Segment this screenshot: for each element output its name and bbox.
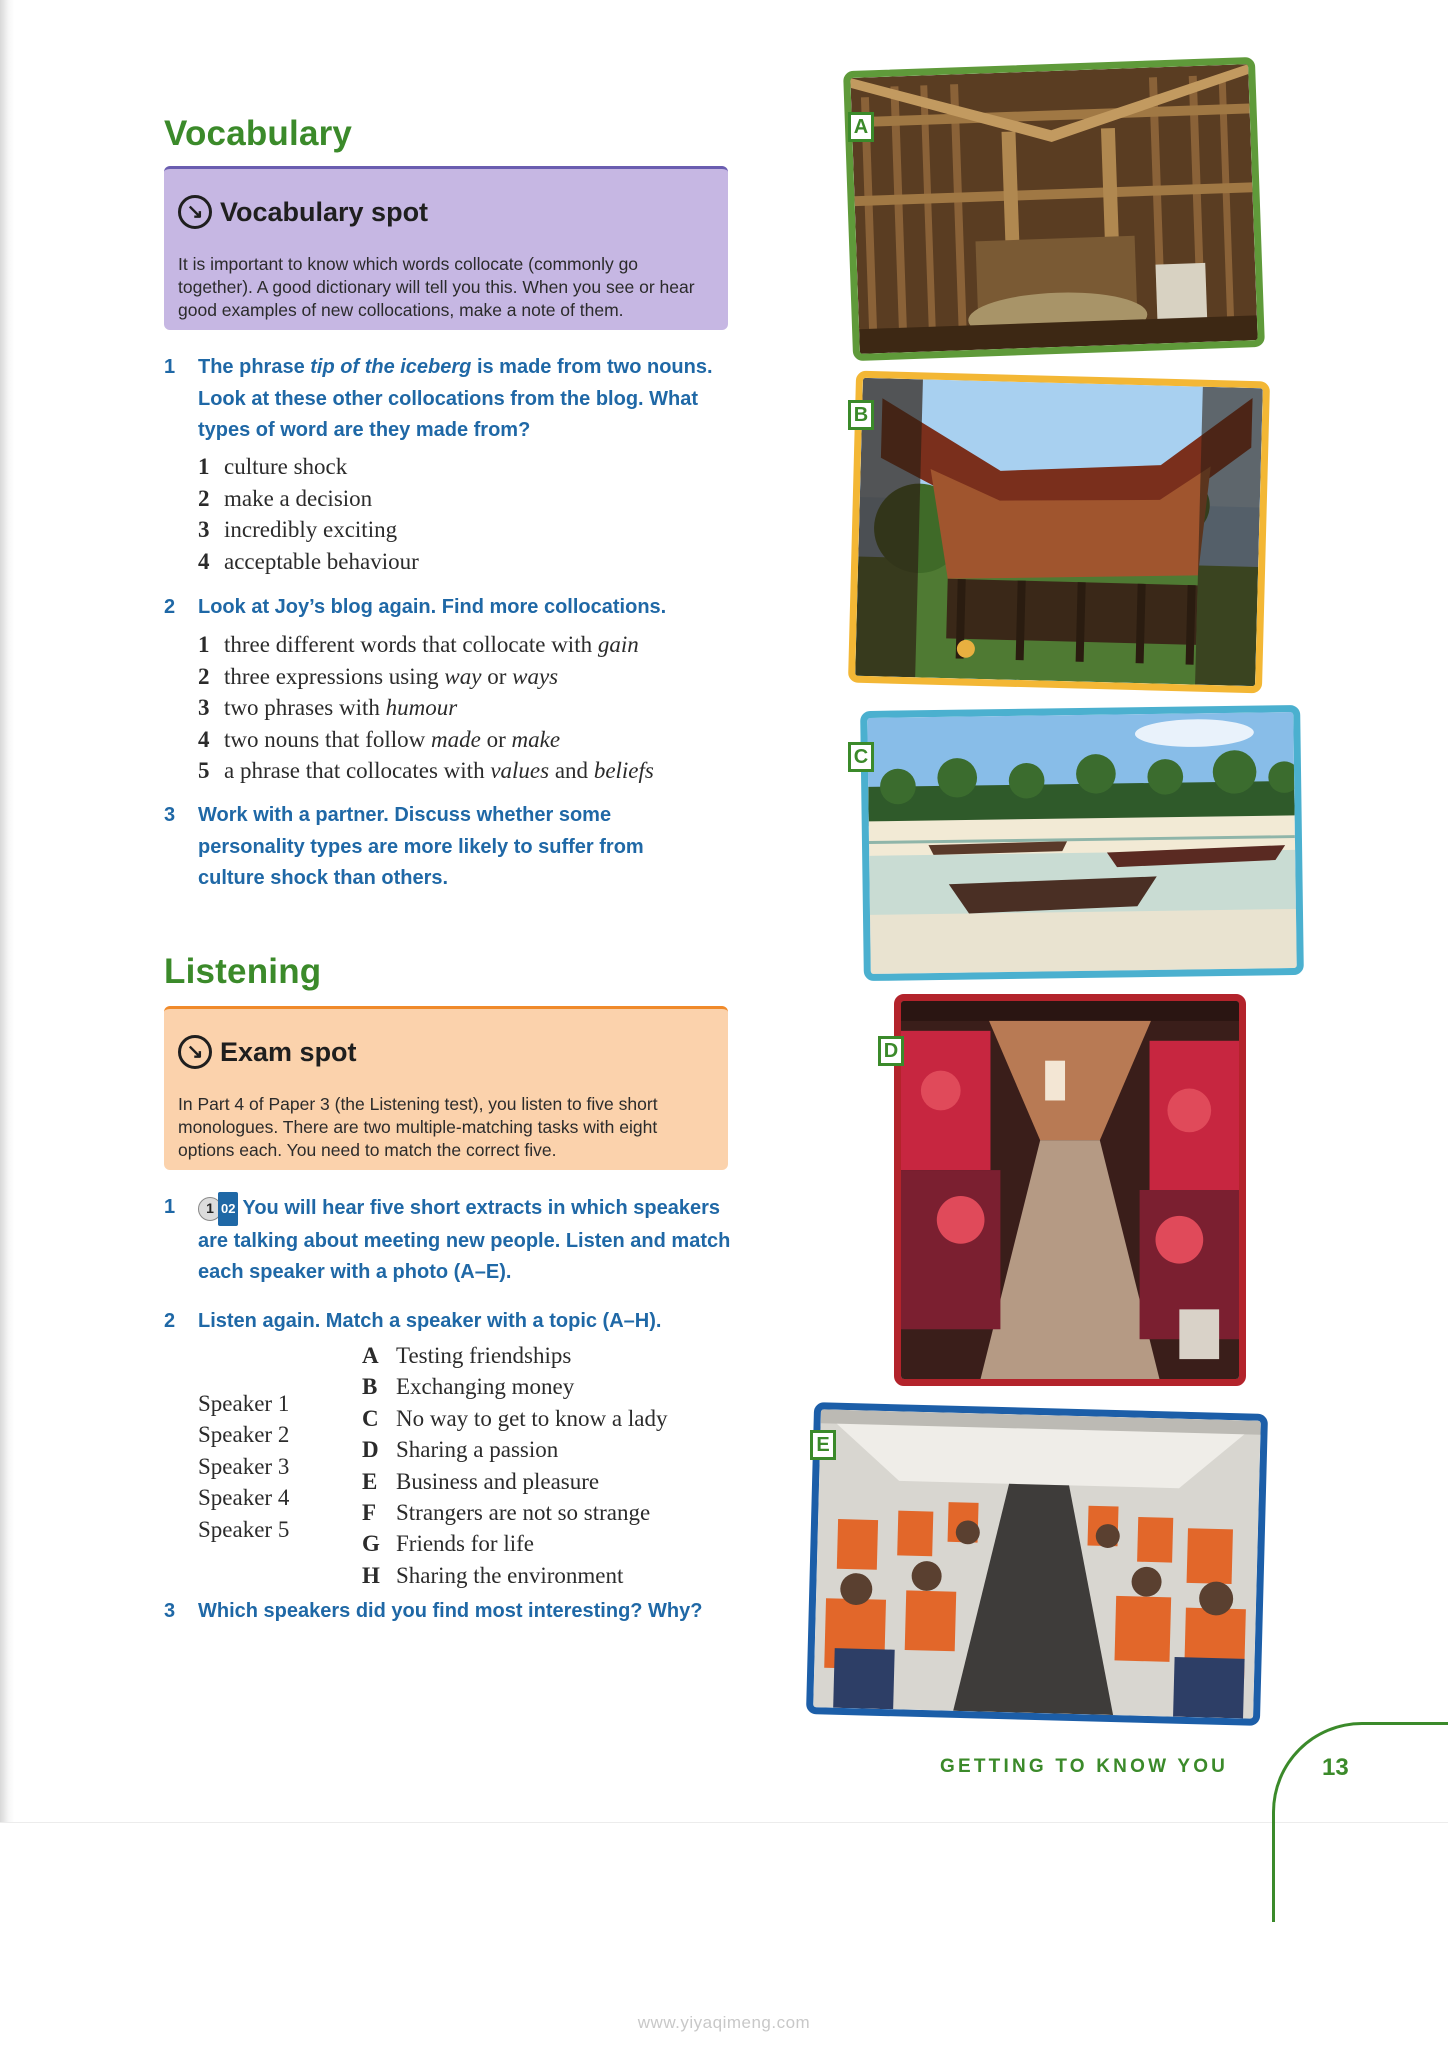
question-number: 1 <box>164 356 176 378</box>
list-item <box>198 629 654 661</box>
topic-letter: H <box>362 1562 380 1588</box>
listening-question-1 <box>164 1192 744 1289</box>
item-text-italic: made <box>431 726 481 752</box>
photo-d-image <box>901 1001 1239 1379</box>
list-item <box>198 661 654 693</box>
item-text <box>224 661 558 693</box>
arrow-down-right-icon: ↘ <box>178 195 212 229</box>
topic-text: Friends for life <box>396 1531 534 1557</box>
item-text-part: three different words that collocate with <box>224 632 598 657</box>
audio-track-icon[interactable] <box>198 1192 238 1226</box>
item-number: 4 <box>198 548 210 574</box>
list-item <box>198 724 654 756</box>
topic-item <box>362 1560 667 1591</box>
photo-d-market <box>894 994 1246 1386</box>
topic-letter: B <box>362 1374 378 1400</box>
exam-spot-box <box>164 1006 728 1170</box>
question-text <box>198 352 744 447</box>
vocabulary-spot-box <box>164 166 728 330</box>
topic-item <box>362 1403 667 1434</box>
question-text-part: is made from two nouns. Look at these other collocations from the blog. What types of word are they made from? <box>198 356 713 441</box>
item-text-italic: beliefs <box>593 758 654 784</box>
item-text: make a decision <box>224 485 373 511</box>
listening-question-2 <box>164 1306 744 1338</box>
topic-item <box>362 1497 667 1528</box>
question-number: 2 <box>164 596 176 618</box>
item-number: 1 <box>198 632 210 657</box>
item-number: 2 <box>198 485 210 511</box>
list-item <box>198 692 654 724</box>
topic-list <box>362 1340 667 1591</box>
topic-item <box>362 1434 667 1465</box>
photo-label-b: B <box>848 400 874 430</box>
topic-text: Business and pleasure <box>396 1468 600 1494</box>
question-number: 3 <box>164 804 176 826</box>
list-item <box>198 483 419 515</box>
item-text <box>224 692 457 724</box>
topic-letter: E <box>362 1468 378 1494</box>
speaker-item: Speaker 2 <box>198 1422 290 1448</box>
unit-title: GETTING TO KNOW YOU <box>940 1756 1229 1777</box>
item-number: 4 <box>198 726 210 752</box>
arrow-down-right-icon: ↘ <box>178 1035 212 1069</box>
list-item <box>198 451 419 483</box>
item-text-part: a phrase that collocates with <box>224 758 491 784</box>
item-text-italic: way <box>444 663 482 689</box>
topic-text: Sharing the environment <box>396 1562 624 1588</box>
vocab-question-3 <box>164 800 744 895</box>
listening-question-3 <box>164 1596 744 1628</box>
question-text-part: You will hear five short extracts in which speakers are talking about meeting new people. Listen and match each speaker with a photo (A–E). <box>198 1197 731 1283</box>
page-number-arc <box>1272 1722 1448 1922</box>
vocabulary-spot-header <box>178 195 428 229</box>
exam-spot-title: Exam spot <box>220 1036 357 1067</box>
question-number: 1 <box>164 1196 176 1218</box>
list-item <box>198 755 654 787</box>
speaker-item: Speaker 3 <box>198 1453 290 1479</box>
item-text: acceptable behaviour <box>224 548 419 574</box>
vocab-question-2 <box>164 592 744 624</box>
item-number: 3 <box>198 517 210 543</box>
photo-c-beach-boats <box>860 705 1304 981</box>
vocabulary-spot-text: It is important to know which words collocate (commonly go together). A good dictionary will tell you this. When you see or hear good examples of new collocations, make a note of them. <box>178 254 695 320</box>
page-edge-shadow <box>0 0 14 1822</box>
topic-item <box>362 1466 667 1497</box>
topic-item <box>362 1371 667 1402</box>
item-text-part: two phrases with <box>224 695 386 721</box>
question-text-part: The phrase <box>198 356 311 378</box>
question-number: 2 <box>164 1310 176 1332</box>
speaker-list <box>198 1388 289 1545</box>
item-text-italic: ways <box>512 663 559 689</box>
item-text <box>224 755 654 787</box>
speaker-item: Speaker 5 <box>198 1516 290 1542</box>
photo-label-d: D <box>878 1036 904 1066</box>
topic-item <box>362 1528 667 1559</box>
question-number: 3 <box>164 1600 176 1622</box>
item-text-part: or <box>480 726 512 752</box>
topic-letter: D <box>362 1437 379 1463</box>
photo-b-image <box>855 378 1263 686</box>
listening-heading: Listening <box>164 952 322 991</box>
topic-text: Exchanging money <box>396 1374 575 1400</box>
item-text-part: two nouns that follow <box>224 726 431 752</box>
photo-c-image <box>867 712 1297 974</box>
topic-text: No way to get to know a lady <box>396 1405 668 1431</box>
vocabulary-spot-title: Vocabulary spot <box>220 196 429 227</box>
item-number: 1 <box>198 454 210 479</box>
photo-label-c: C <box>848 742 874 772</box>
question-text: Work with a partner. Discuss whether some personality types are more likely to suffer from culture shock than others. <box>198 804 644 889</box>
item-text-part: three expressions using <box>224 663 445 689</box>
topic-text: Strangers are not so strange <box>396 1500 651 1526</box>
question-text: Which speakers did you find most interesting? Why? <box>198 1600 703 1622</box>
item-text: incredibly exciting <box>224 517 398 543</box>
photo-a-barn <box>843 57 1265 361</box>
exam-spot-header <box>178 1035 357 1069</box>
topic-letter: F <box>362 1500 377 1526</box>
topic-text: Testing friendships <box>396 1343 572 1368</box>
page-number: 13 <box>1322 1754 1349 1781</box>
topic-text: Sharing a passion <box>396 1437 559 1463</box>
photo-e-airplane-cabin <box>806 1402 1268 1726</box>
item-number: 3 <box>198 695 210 721</box>
question-text: Look at Joy’s blog again. Find more collocations. <box>198 596 667 618</box>
question-text: Listen again. Match a speaker with a topic (A–H). <box>198 1310 662 1332</box>
watermark: www.yiyaqimeng.com <box>637 2013 811 2032</box>
vocab-q1-list <box>198 451 419 577</box>
track-number: 02 <box>218 1192 238 1226</box>
item-text-italic: values <box>490 758 550 784</box>
page-bottom-edge <box>0 1822 1448 1823</box>
item-number: 5 <box>198 758 210 784</box>
photo-e-image <box>813 1409 1261 1718</box>
item-text: culture shock <box>224 454 348 479</box>
item-text-italic: gain <box>597 632 639 657</box>
speaker-item: Speaker 1 <box>198 1391 290 1416</box>
topic-letter: G <box>362 1531 380 1557</box>
item-text-italic: humour <box>385 695 458 721</box>
topic-letter: C <box>362 1405 379 1431</box>
exam-spot-text: In Part 4 of Paper 3 (the Listening test), you listen to five short monologues. There are two multiple-matching tasks with eight options each. You need to match the correct five. <box>178 1094 658 1160</box>
item-text-italic: make <box>511 726 561 752</box>
speaker-item: Speaker 4 <box>198 1485 290 1511</box>
item-text-part: and <box>549 758 594 784</box>
photo-label-a: A <box>848 112 874 142</box>
list-item <box>198 546 419 578</box>
list-item <box>198 514 419 546</box>
item-text-part: or <box>481 663 513 689</box>
vocab-question-1 <box>164 352 744 447</box>
item-number: 2 <box>198 663 210 689</box>
photo-b-traditional-house <box>848 371 1270 694</box>
topic-item <box>362 1340 667 1371</box>
vocab-q2-list <box>198 629 654 787</box>
cd-disc-icon: 1 <box>198 1197 222 1221</box>
item-text <box>224 724 560 756</box>
topic-letter: A <box>362 1343 379 1368</box>
question-text-italic: tip of the iceberg <box>310 356 472 378</box>
vocabulary-heading: Vocabulary <box>164 114 353 153</box>
photo-a-image <box>850 64 1257 354</box>
photo-label-e: E <box>810 1430 836 1460</box>
item-text <box>224 629 639 661</box>
question-text <box>198 1192 738 1289</box>
